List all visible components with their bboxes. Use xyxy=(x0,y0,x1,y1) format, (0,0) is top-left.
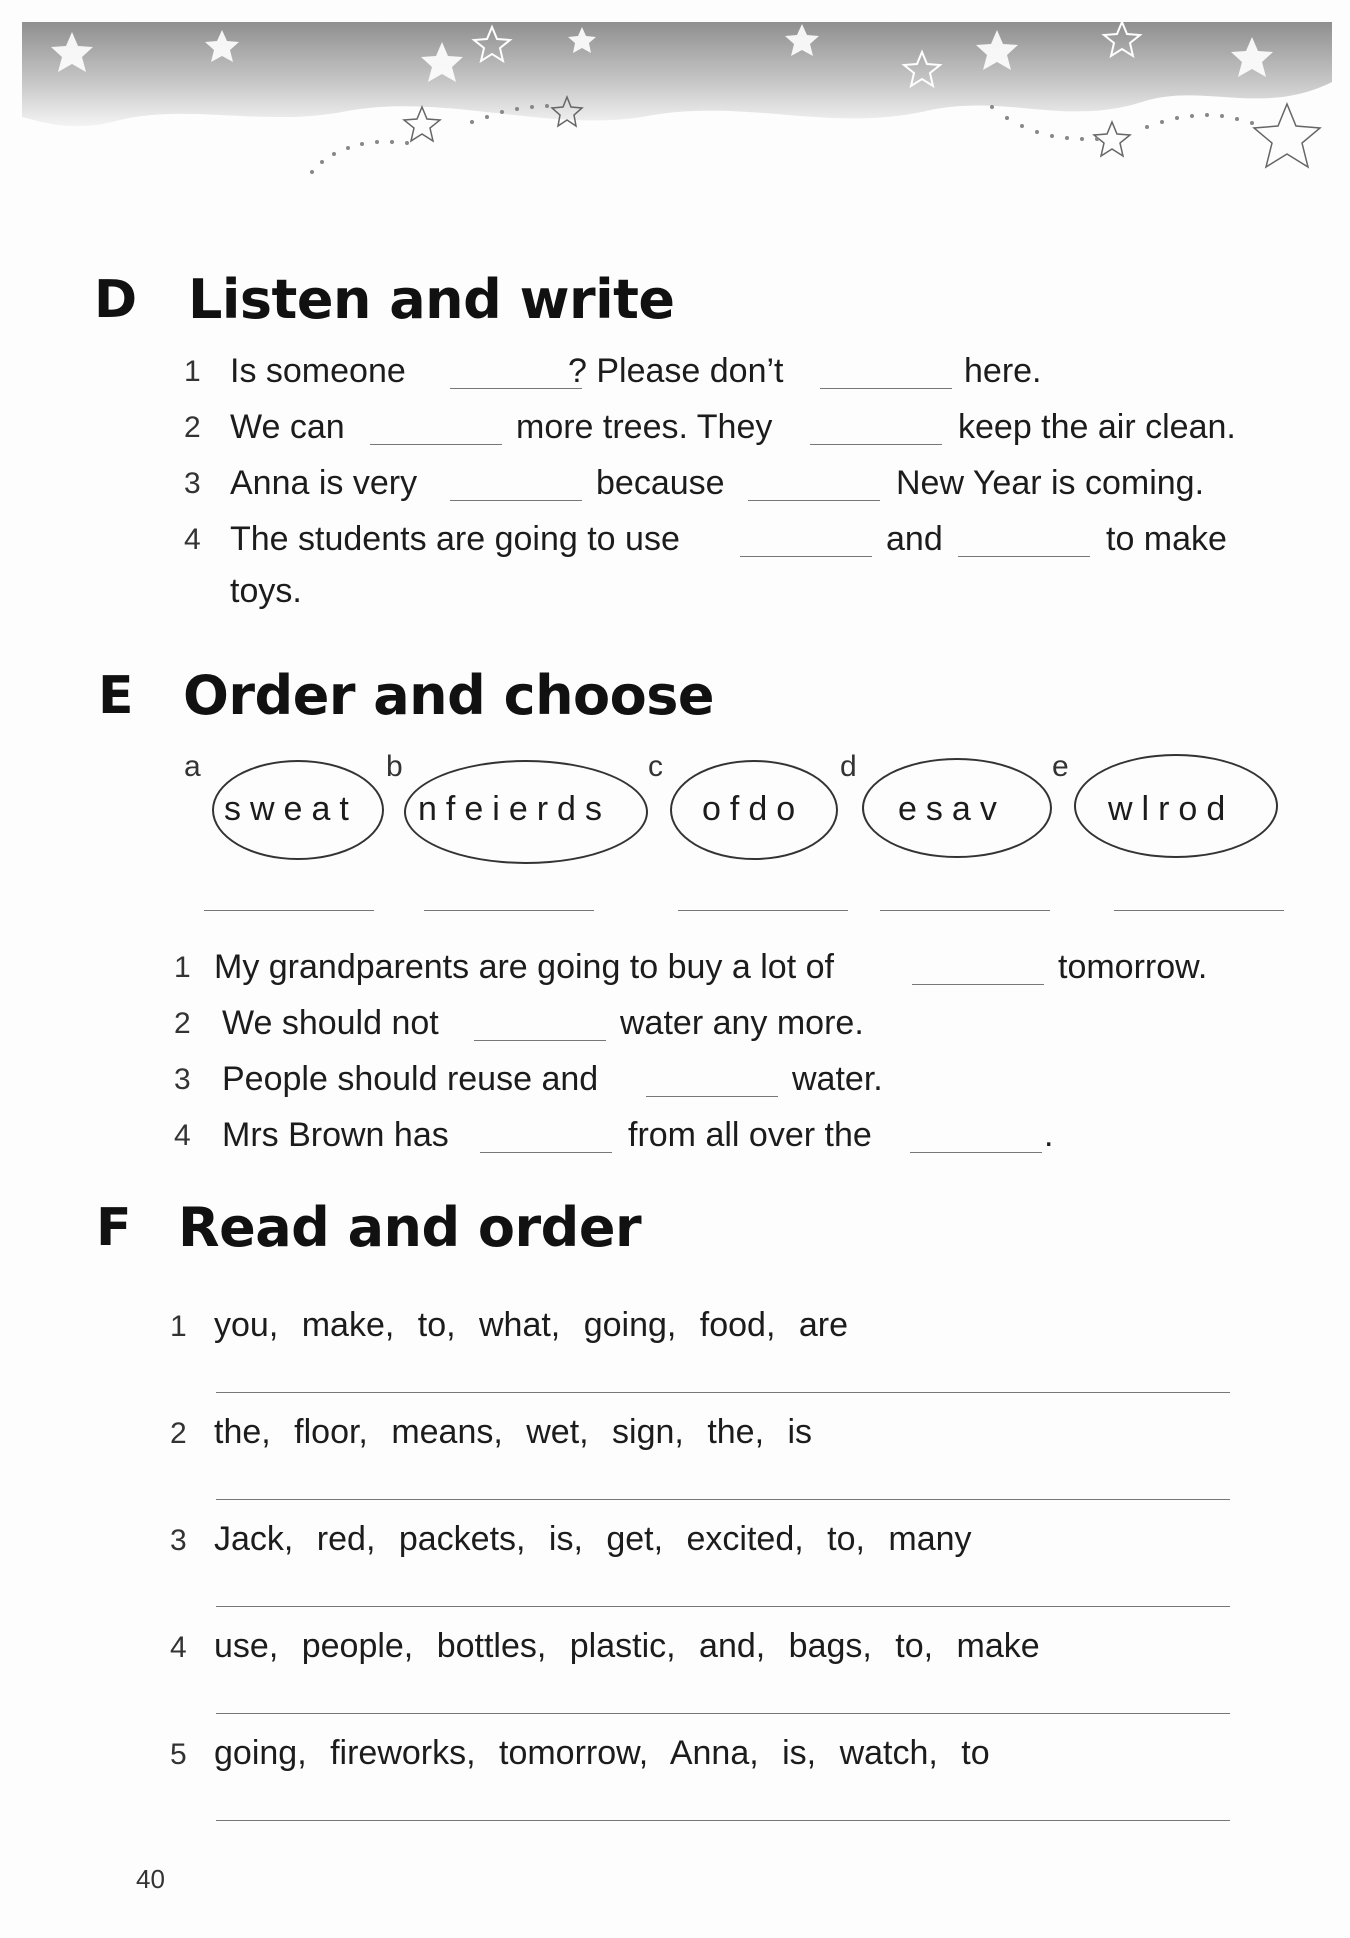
sentence-answer-line[interactable] xyxy=(216,1606,1230,1607)
d-item-4-text-2: and xyxy=(886,520,943,558)
d-item-2-text-1: We can xyxy=(230,408,345,446)
answer-blank[interactable] xyxy=(810,444,942,445)
scrambled-word-a: sweat xyxy=(224,790,358,828)
e-item-2-text-2: water any more. xyxy=(620,1004,864,1042)
answer-blank[interactable] xyxy=(748,500,880,501)
section-d-title: Listen and write xyxy=(188,268,675,331)
answer-blank[interactable] xyxy=(474,1040,606,1041)
e-item-3-text-2: water. xyxy=(792,1060,883,1098)
oval-letter-b: b xyxy=(386,750,403,783)
answer-blank[interactable] xyxy=(450,388,582,389)
f-item-2-number: 2 xyxy=(170,1417,187,1450)
e-item-1-text-2: tomorrow. xyxy=(1058,948,1208,986)
e-item-1-text-1: My grandparents are going to buy a lot of xyxy=(214,948,834,986)
unscrambled-answer-line[interactable] xyxy=(678,910,848,911)
answer-blank[interactable] xyxy=(370,444,502,445)
answer-blank[interactable] xyxy=(910,1152,1042,1153)
oval-letter-c: c xyxy=(648,750,663,783)
d-item-1-number: 1 xyxy=(184,355,201,388)
scrambled-word-c: ofdo xyxy=(702,790,805,828)
f-item-3-words: Jack, red, packets, is, get, excited, to, many xyxy=(214,1520,972,1558)
d-item-4-number: 4 xyxy=(184,523,201,556)
unscrambled-answer-line[interactable] xyxy=(424,910,594,911)
scrambled-word-b: nfeierds xyxy=(418,790,611,828)
e-item-4-text-3: . xyxy=(1044,1116,1054,1154)
f-item-4-number: 4 xyxy=(170,1631,187,1664)
d-item-4-text-3: to make xyxy=(1106,520,1227,558)
scrambled-word-e: wlrod xyxy=(1108,790,1235,828)
f-item-1-number: 1 xyxy=(170,1310,187,1343)
e-item-3-text-1: People should reuse and xyxy=(222,1060,599,1098)
unscrambled-answer-line[interactable] xyxy=(204,910,374,911)
sentence-answer-line[interactable] xyxy=(216,1499,1230,1500)
answer-blank[interactable] xyxy=(740,556,872,557)
answer-blank[interactable] xyxy=(646,1096,778,1097)
oval-letter-d: d xyxy=(840,750,857,783)
e-item-4-text-1: Mrs Brown has xyxy=(222,1116,449,1154)
d-item-4-continuation: toys. xyxy=(230,572,302,610)
d-item-3-text-2: because xyxy=(596,464,725,502)
d-item-2-text-3: keep the air clean. xyxy=(958,408,1236,446)
d-item-4-text-1: The students are going to use xyxy=(230,520,680,558)
section-f-title: Read and order xyxy=(178,1196,642,1259)
f-item-3-number: 3 xyxy=(170,1524,187,1557)
e-item-4-number: 4 xyxy=(174,1119,191,1152)
answer-blank[interactable] xyxy=(958,556,1090,557)
d-item-1-text-3: here. xyxy=(964,352,1042,390)
sentence-answer-line[interactable] xyxy=(216,1392,1230,1393)
section-e-letter: E xyxy=(98,666,134,726)
f-item-1-words: you, make, to, what, going, food, are xyxy=(214,1306,848,1344)
sentence-answer-line[interactable] xyxy=(216,1820,1230,1821)
d-item-3-number: 3 xyxy=(184,467,201,500)
e-item-3-number: 3 xyxy=(174,1063,191,1096)
f-item-5-number: 5 xyxy=(170,1738,187,1771)
d-item-2-text-2: more trees. They xyxy=(516,408,773,446)
answer-blank[interactable] xyxy=(480,1152,612,1153)
section-f-letter: F xyxy=(96,1198,132,1258)
unscrambled-answer-line[interactable] xyxy=(880,910,1050,911)
unscrambled-answer-line[interactable] xyxy=(1114,910,1284,911)
sentence-answer-line[interactable] xyxy=(216,1713,1230,1714)
d-item-2-number: 2 xyxy=(184,411,201,444)
e-item-2-text-1: We should not xyxy=(222,1004,439,1042)
scrambled-word-d: esav xyxy=(898,790,1006,828)
section-d-letter: D xyxy=(94,270,138,330)
f-item-4-words: use, people, bottles, plastic, and, bags, to, make xyxy=(214,1627,1040,1665)
section-e-title: Order and choose xyxy=(183,664,714,727)
d-item-1-text-2: ? Please don’t xyxy=(568,352,784,390)
answer-blank[interactable] xyxy=(912,984,1044,985)
oval-letter-e: e xyxy=(1052,750,1069,783)
d-item-1-text-1: Is someone xyxy=(230,352,406,390)
page-number: 40 xyxy=(136,1864,165,1894)
star-banner xyxy=(22,22,1332,232)
f-item-2-words: the, floor, means, wet, sign, the, is xyxy=(214,1413,813,1451)
e-item-2-number: 2 xyxy=(174,1007,191,1040)
answer-blank[interactable] xyxy=(450,500,582,501)
answer-blank[interactable] xyxy=(820,388,952,389)
d-item-3-text-3: New Year is coming. xyxy=(896,464,1205,502)
d-item-3-text-1: Anna is very xyxy=(230,464,418,502)
f-item-5-words: going, fireworks, tomorrow, Anna, is, watch, to xyxy=(214,1734,990,1772)
oval-letter-a: a xyxy=(184,750,201,783)
e-item-1-number: 1 xyxy=(174,951,191,984)
e-item-4-text-2: from all over the xyxy=(628,1116,872,1154)
